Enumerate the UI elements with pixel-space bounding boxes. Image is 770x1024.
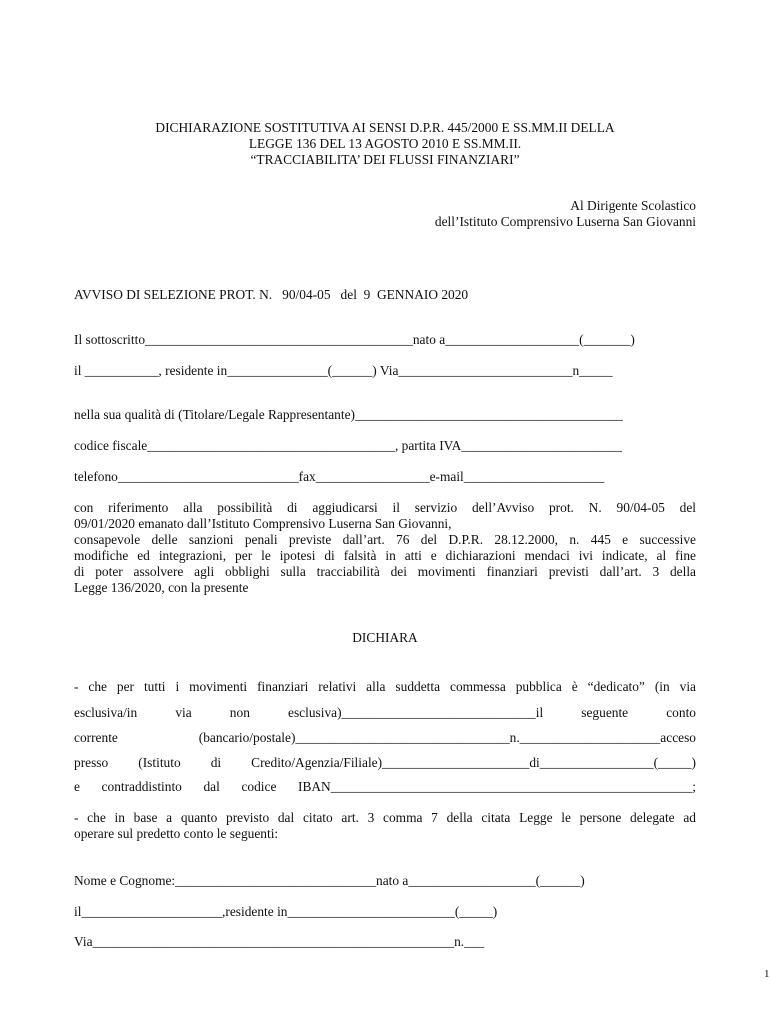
delegates-line-2: operare sul predetto conto le seguenti:	[74, 826, 279, 841]
form-line-residence: il ___________, residente in_______________(______) Via__________________________n_____	[74, 363, 613, 378]
account-line-1: - che per tutti i movimenti finanziari relativi alla suddetta commessa pubblica è “dedicato” (in via	[74, 679, 696, 694]
declares-heading: DICHIARA	[352, 630, 418, 645]
body-line-5: di poter assolvere agli obblighi sulla tracciabilità dei movimenti finanziari previsti dall’art. 3 della	[74, 564, 696, 579]
account-line-3: corrente (bancario/postale)________________________________n._____________________acceso	[74, 730, 696, 745]
body-line-4: modifiche ed integrazioni, per le ipotesi di falsità in atti e dichiarazioni mendaci ivi indicate, al fine	[74, 548, 696, 563]
account-line-2: esclusiva/in via non esclusiva)_____________________________il seguente conto	[74, 705, 696, 720]
form-line-contacts: telefono___________________________fax_________________e-mail_____________________	[74, 469, 605, 484]
body-line-2: 09/01/2020 emanato dall’Istituto Comprensivo Luserna San Giovanni,	[74, 516, 452, 531]
title-line-3: “TRACCIABILITA’ DEI FLUSSI FINANZIARI”	[250, 152, 520, 167]
addressee-line-1: Al Dirigente Scolastico	[570, 198, 696, 213]
page-number: 1	[764, 968, 770, 980]
person-line-street: Via______________________________________________________n.___	[74, 934, 485, 949]
body-line-3: consapevole delle sanzioni penali previste dall’art. 76 del D.P.R. 28.12.2000, n. 445 e successive	[74, 532, 696, 547]
delegates-line-1: - che in base a quanto previsto dal citato art. 3 comma 7 della citata Legge le persone delegate ad	[74, 810, 696, 825]
selection-notice: AVVISO DI SELEZIONE PROT. N. 90/04-05 del 9 GENNAIO 2020	[74, 287, 469, 302]
form-line-capacity: nella sua qualità di (Titolare/Legale Rappresentante)________________________________________	[74, 407, 623, 422]
form-line-undersigned: Il sottoscritto________________________________________nato a____________________(_______)	[74, 332, 635, 347]
addressee-line-2: dell’Istituto Comprensivo Luserna San Giovanni	[434, 214, 696, 229]
title-line-1: DICHIARAZIONE SOSTITUTIVA AI SENSI D.P.R. 445/2000 E SS.MM.II DELLA	[155, 120, 615, 135]
body-line-1: con riferimento alla possibilità di aggiudicarsi il servizio dell’Avviso prot. N. 90/04-05 del	[74, 500, 696, 515]
person-line-residence: il_____________________,residente in_________________________(_____)	[74, 904, 498, 919]
person-line-name: Nome e Cognome:______________________________nato a___________________(______)	[74, 873, 585, 888]
account-line-5: e contraddistinto dal codice IBAN______________________________________________________;	[74, 779, 696, 794]
account-line-4: presso (Istituto di Credito/Agenzia/Filiale)______________________di_________________(_____)	[74, 755, 696, 770]
form-line-fiscal-code: codice fiscale_____________________________________, partita IVA________________________	[74, 438, 622, 453]
title-line-2: LEGGE 136 DEL 13 AGOSTO 2010 E SS.MM.II.	[248, 136, 522, 151]
body-line-6: Legge 136/2020, con la presente	[74, 580, 249, 595]
